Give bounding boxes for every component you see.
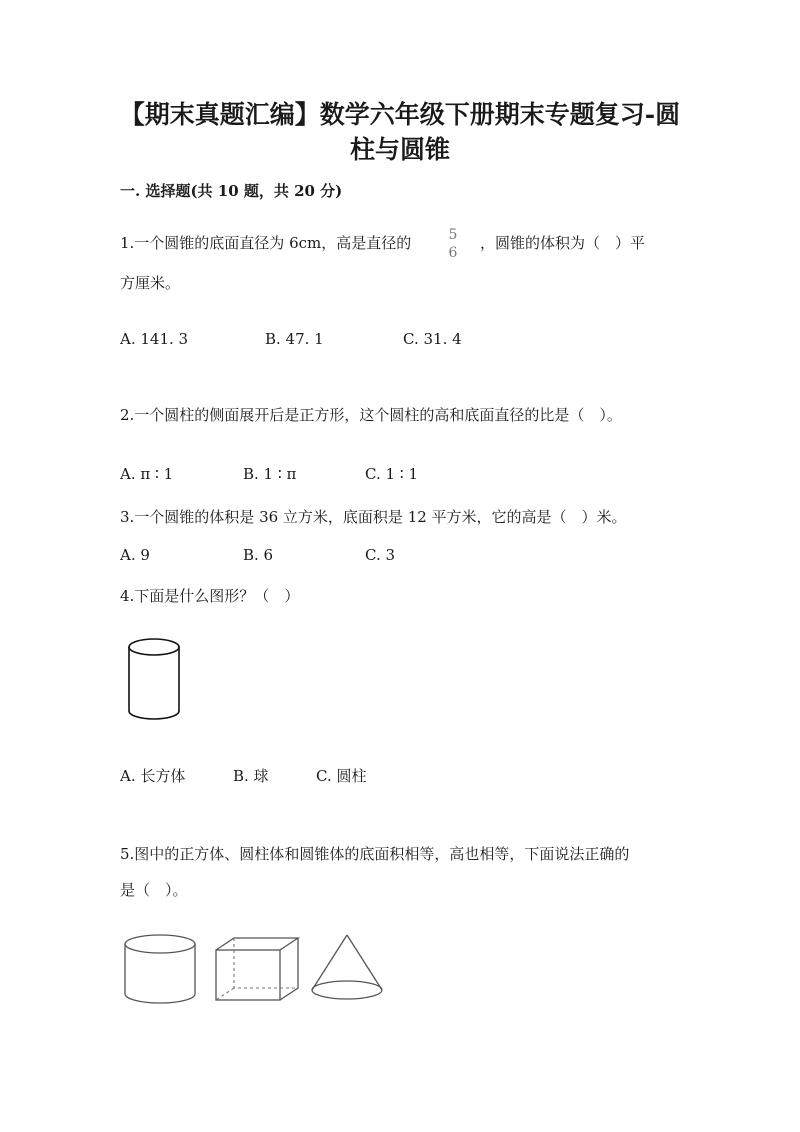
cylinder-figure (122, 635, 188, 723)
question-2-text: 2.一个圆柱的侧面展开后是正方形，这个圆柱的高和底面直径的比是（ ）。 (120, 406, 622, 424)
question-3-option-b[interactable]: B. 6 (243, 546, 274, 564)
question-3-option-a[interactable]: A. 9 (120, 546, 150, 564)
fraction-denominator: 6 (448, 245, 458, 261)
question-1-fraction (443, 226, 463, 262)
question-1-text-part-1: 1.一个圆锥的底面直径为 6cm，高是直径的 (120, 234, 412, 252)
question-1-option-a[interactable]: A. 141. 3 (120, 330, 189, 348)
page-title-line-2: 柱与圆锥 (349, 135, 450, 164)
cone-figure (308, 932, 386, 1004)
question-5-text-line-2: 是（ ）。 (120, 881, 188, 899)
question-2-option-c[interactable]: C. 1 ∶ 1 (365, 465, 419, 483)
question-4-option-b[interactable]: B. 球 (233, 767, 269, 785)
question-4-option-a[interactable]: A. 长方体 (120, 767, 186, 785)
question-1-text-part-2: ，圆锥的体积为（ ）平 (480, 234, 646, 252)
question-4-option-c[interactable]: C. 圆柱 (316, 767, 367, 785)
question-1-option-c[interactable]: C. 31. 4 (403, 330, 462, 348)
question-5-text-line-1: 5.图中的正方体、圆柱体和圆锥体的底面积相等，高也相等，下面说法正确的 (120, 845, 630, 863)
page-title-line-1: 【期末真题汇编】数学六年级下册期末专题复习-圆 (119, 100, 681, 129)
cuboid-figure (212, 932, 304, 1004)
question-2-option-a[interactable]: A. π ∶ 1 (120, 465, 174, 483)
fraction-numerator: 5 (448, 227, 458, 243)
question-1-text-line-2: 方厘米。 (120, 274, 181, 292)
question-2-option-b[interactable]: B. 1 ∶ π (243, 465, 297, 483)
question-3-option-c[interactable]: C. 3 (365, 546, 396, 564)
cylinder-figure (120, 930, 200, 1005)
question-4-text: 4.下面是什么图形？（ ） (120, 587, 300, 605)
section-heading: 一. 选择题(共 10 题，共 20 分) (120, 182, 343, 200)
question-3-text: 3.一个圆锥的体积是 36 立方米，底面积是 12 平方米，它的高是（ ）米。 (120, 508, 627, 526)
question-1-option-b[interactable]: B. 47. 1 (265, 330, 324, 348)
